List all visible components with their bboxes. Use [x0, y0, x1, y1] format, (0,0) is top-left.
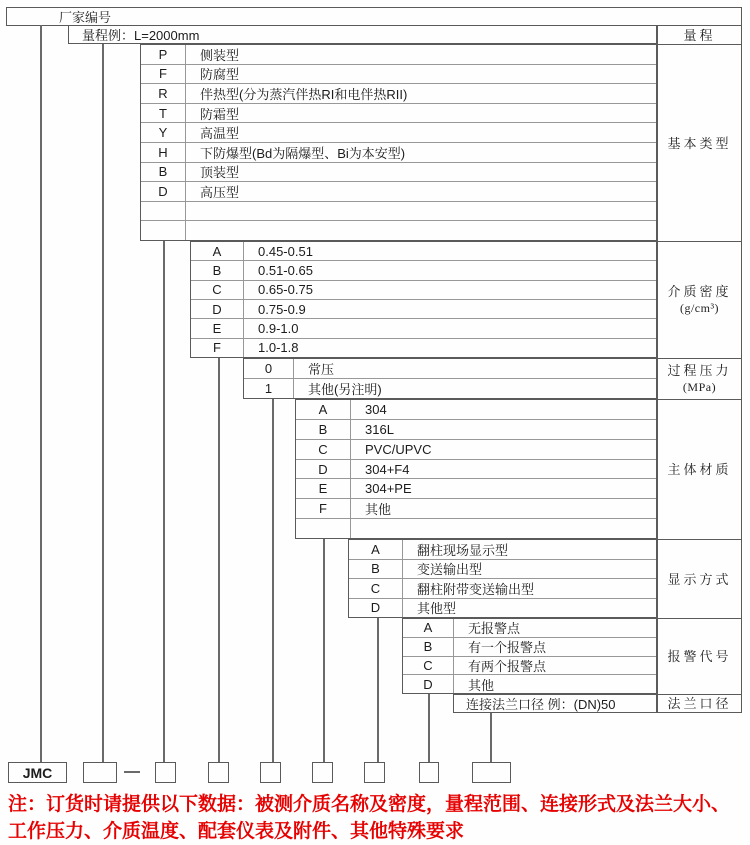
model-prefix-box — [8, 762, 67, 783]
code-cell: A — [191, 242, 244, 260]
table-row — [403, 656, 656, 675]
code-cell: A — [403, 619, 454, 637]
code-box-display — [364, 762, 385, 783]
desc-cell: 其他 — [365, 502, 392, 518]
code-cell: 0 — [244, 359, 294, 378]
code-box-pressure — [260, 762, 281, 783]
desc-cell: 1.0-1.8 — [258, 340, 299, 356]
display-mode-table — [348, 539, 657, 618]
label-flange-size: 法兰口径 — [658, 694, 741, 712]
table-row — [349, 540, 656, 559]
code-cell: B — [141, 163, 186, 182]
desc-cell: 其他 — [468, 677, 495, 693]
table-row — [141, 122, 656, 142]
desc-cell: 其他型 — [417, 601, 457, 617]
factory-number-row — [6, 7, 742, 26]
desc-cell: 有两个报警点 — [468, 658, 547, 674]
desc-cell: 0.9-1.0 — [258, 320, 299, 336]
connector-alarm — [428, 694, 430, 762]
table-row — [141, 142, 656, 162]
table-row — [141, 220, 656, 240]
code-cell: 1 — [244, 379, 294, 398]
code-cell: B — [403, 638, 454, 656]
code-cell: H — [141, 143, 186, 162]
desc-cell: 304+F4 — [365, 461, 410, 477]
table-row — [296, 478, 656, 498]
code-cell — [296, 519, 351, 538]
code-cell: B — [349, 560, 403, 579]
table-row — [244, 359, 656, 378]
desc-cell: 下防爆型(Bd为隔爆型、Bi为本安型) — [200, 145, 406, 161]
label-medium-density: 介质密度 (g/cm³) — [658, 241, 741, 358]
code-cell: F — [296, 499, 351, 518]
code-box-flange — [472, 762, 511, 783]
code-cell: F — [191, 339, 244, 357]
code-cell: A — [349, 540, 403, 559]
code-box-basic — [155, 762, 176, 783]
table-row — [403, 637, 656, 656]
flange-size-row — [453, 694, 657, 713]
code-cell: C — [349, 579, 403, 598]
code-cell: C — [296, 440, 351, 459]
code-cell — [141, 221, 186, 240]
desc-cell: 常压 — [308, 362, 335, 377]
table-row — [141, 83, 656, 103]
desc-cell: 0.45-0.51 — [258, 243, 313, 259]
code-cell: T — [141, 104, 186, 123]
code-cell: E — [296, 479, 351, 498]
code-cell: D — [349, 599, 403, 618]
table-row — [141, 181, 656, 201]
table-row — [296, 498, 656, 518]
body-material-table — [295, 399, 657, 539]
desc-cell: 高压型 — [200, 184, 240, 200]
table-row — [141, 162, 656, 182]
table-row — [191, 338, 656, 357]
desc-cell: 翻柱附带变送输出型 — [417, 581, 535, 597]
code-cell: D — [296, 460, 351, 479]
model-prefix: JMC — [22, 764, 53, 781]
table-row — [296, 459, 656, 479]
desc-cell: 高温型 — [200, 126, 240, 142]
table-row — [191, 299, 656, 318]
table-row — [191, 242, 656, 260]
connector-density — [218, 358, 220, 762]
table-row — [141, 45, 656, 64]
basic-type-table — [140, 44, 657, 241]
table-row — [349, 598, 656, 618]
factory-number-label: 厂家编号 — [59, 10, 112, 25]
desc-cell — [186, 221, 656, 240]
connector-factory-no — [40, 25, 42, 762]
table-row — [349, 559, 656, 579]
medium-density-table — [190, 241, 657, 358]
range-example-row — [68, 25, 657, 44]
connector-display — [377, 618, 379, 762]
desc-cell — [351, 519, 656, 538]
code-cell: B — [191, 261, 244, 279]
range-example-label: 量程例：L=2000mm — [82, 28, 200, 43]
dash-separator — [124, 771, 140, 773]
desc-cell: 变送输出型 — [417, 562, 483, 578]
ordering-note: 注：订货时请提供以下数据：被测介质名称及密度，量程范围、连接形式及法兰大小、工作压力、介质温度、配套仪表及附件、其他特殊要求 — [8, 794, 731, 842]
code-cell: D — [141, 182, 186, 201]
desc-cell: PVC/UPVC — [365, 441, 432, 457]
code-cell: C — [403, 657, 454, 675]
desc-cell: 316L — [365, 421, 394, 437]
desc-cell: 0.65-0.75 — [258, 282, 313, 298]
code-cell: P — [141, 45, 186, 64]
desc-cell: 304 — [365, 401, 387, 417]
connector-basic-type — [163, 241, 165, 762]
desc-cell: 伴热型(分为蒸汽伴热RI和电伴热RII) — [200, 86, 408, 102]
code-box-density — [208, 762, 229, 783]
desc-cell: 侧装型 — [200, 47, 240, 63]
desc-cell: 防霜型 — [200, 106, 240, 122]
table-row — [191, 260, 656, 279]
table-row — [296, 419, 656, 439]
table-row — [191, 280, 656, 299]
code-cell: R — [141, 84, 186, 103]
connector-pressure — [272, 399, 274, 762]
code-cell: A — [296, 400, 351, 419]
code-cell: D — [191, 300, 244, 318]
label-display-mode: 显示方式 — [658, 539, 741, 618]
desc-cell — [186, 202, 656, 221]
label-body-material: 主体材质 — [658, 399, 741, 539]
desc-cell: 其他(另注明) — [308, 382, 382, 397]
process-pressure-table — [243, 358, 657, 399]
code-cell: B — [296, 420, 351, 439]
code-cell: Y — [141, 123, 186, 142]
code-cell: F — [141, 65, 186, 84]
desc-cell: 无报警点 — [468, 621, 521, 637]
desc-cell: 304+PE — [365, 481, 412, 497]
table-row — [141, 64, 656, 84]
desc-cell: 顶装型 — [200, 165, 240, 181]
code-cell: C — [191, 281, 244, 299]
connector-flange — [490, 713, 492, 762]
code-cell — [141, 202, 186, 221]
label-range: 量程 — [683, 27, 716, 43]
label-alarm-code: 报警代号 — [658, 618, 741, 694]
connector-range — [102, 44, 104, 762]
code-box-range — [83, 762, 117, 783]
desc-cell: 翻柱现场显示型 — [417, 542, 509, 558]
code-cell: D — [403, 675, 454, 693]
table-row — [141, 201, 656, 221]
flange-size-text: 连接法兰口径 例：(DN)50 — [466, 697, 616, 712]
table-row — [141, 103, 656, 123]
label-basic-type: 基本类型 — [658, 44, 741, 241]
desc-cell: 防腐型 — [200, 67, 240, 83]
table-row — [296, 518, 656, 538]
code-cell: E — [191, 319, 244, 337]
desc-cell: 0.51-0.65 — [258, 262, 313, 278]
category-label-column — [657, 25, 742, 713]
table-row — [403, 674, 656, 693]
table-row — [191, 318, 656, 337]
code-box-alarm — [419, 762, 439, 783]
table-row — [244, 378, 656, 398]
code-box-material — [312, 762, 333, 783]
table-row — [296, 439, 656, 459]
label-process-pressure: 过程压力 (MPa) — [658, 358, 741, 399]
connector-material — [323, 539, 325, 762]
table-row — [349, 578, 656, 598]
alarm-code-table — [402, 618, 657, 694]
table-row — [296, 400, 656, 419]
table-row — [403, 619, 656, 637]
desc-cell: 有一个报警点 — [468, 640, 547, 656]
desc-cell: 0.75-0.9 — [258, 301, 306, 317]
